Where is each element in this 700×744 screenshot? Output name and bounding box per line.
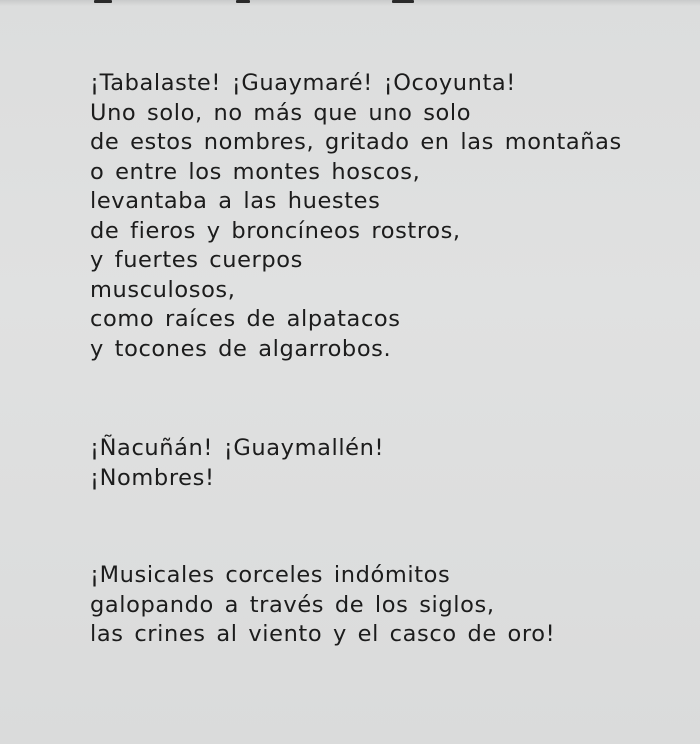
poem-line: de estos nombres, gritado en las montañas bbox=[90, 129, 622, 155]
poem-line: ¡Tabalaste! ¡Guaymaré! ¡Ocoyunta! bbox=[90, 70, 516, 96]
poem-line: y tocones de algarrobos. bbox=[90, 335, 392, 362]
poem-line: como raíces de alpatacos bbox=[90, 306, 401, 332]
poem-line: de fieros y broncíneos rostros, bbox=[90, 217, 461, 244]
previous-page-text-fragment bbox=[236, 0, 250, 3]
poem-line: las crines al viento y el casco de oro! bbox=[90, 621, 556, 647]
poem-line: Uno solo, no más que uno solo bbox=[90, 99, 472, 126]
poem-line: musculosos, bbox=[90, 276, 236, 303]
poem-line: ¡Nombres! bbox=[90, 464, 215, 491]
poem-line: y fuertes cuerpos bbox=[90, 247, 303, 273]
poem-line: ¡Musicales corceles indómitos bbox=[90, 562, 451, 588]
poem-line: galopando a través de los siglos, bbox=[90, 591, 495, 618]
poem-stanza-3 bbox=[90, 561, 555, 650]
poem-line: levantaba a las huestes bbox=[90, 188, 381, 214]
poem-stanza-1 bbox=[90, 69, 622, 364]
previous-page-text-fragment bbox=[392, 0, 414, 3]
poem-line: ¡Ñacuñán! ¡Guaymallén! bbox=[90, 435, 385, 461]
previous-page-text-fragment bbox=[94, 0, 112, 3]
poem-stanza-2 bbox=[90, 434, 384, 493]
poem-line: o entre los montes hoscos, bbox=[90, 158, 421, 185]
